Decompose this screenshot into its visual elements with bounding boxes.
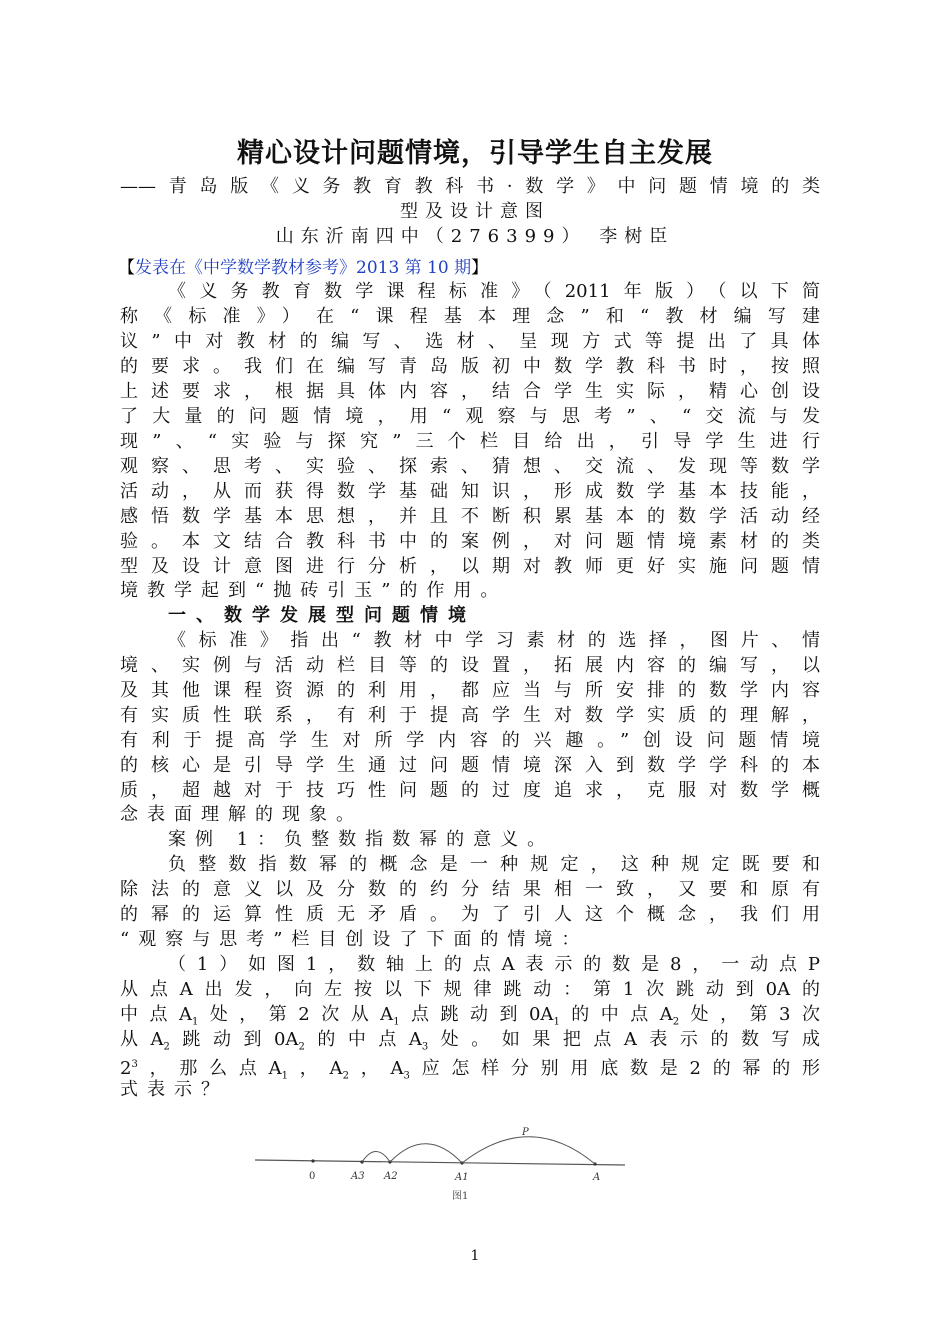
intro-line: 现”、“实验与探究”三个栏目给出，引导学生进行 [120, 431, 820, 452]
problem-line: $2^3$，那么点$A_1$，$A_2$，$A_3$应怎样分别用底数是2的幂的形 [120, 1058, 821, 1082]
problem-line: （1）如图1，数轴上的点A表示的数是8，一动点P [168, 954, 820, 975]
intro-line: 上述要求，根据具体内容，结合学生实际，精心创设 [120, 381, 820, 402]
section-line: 《标准》指出“教材中学习素材的选择，图片、情 [168, 630, 820, 651]
section-line: 境、实例与活动栏目等的设置，拓展内容的编写，以 [120, 655, 820, 676]
section-line: 的核心是引导学生通过问题情境深入到数学学科的本 [120, 755, 820, 776]
case-line: 的幂的运算性质无矛盾。为了引人这个概念，我们用 [120, 904, 820, 925]
intro-line: 《义务教育数学课程标准》（2011年版）（以下简 [168, 281, 820, 302]
jump-arc-2 [390, 1144, 462, 1163]
intro-line: 型及设计意图进行分析，以期对教师更好实施问题情 [120, 556, 820, 577]
origin-point [311, 1159, 314, 1162]
intro-line: 观察、思考、实验、探索、猜想、交流、发现等数学 [120, 456, 820, 477]
label-a3: A3 [351, 1171, 365, 1182]
publication-open-bracket: 【 [118, 258, 135, 278]
problem-line: 中点$A_1$处，第2次从$A_1$点跳动到$0A_1$的中点$A_2$处，第3次 [120, 1004, 820, 1028]
publication-text: 发表在《中学数学教材参考》2013 第 10 期 [135, 258, 472, 278]
page-title: 精心设计问题情境，引导学生自主发展 [237, 138, 713, 169]
section-line: 有利于提高学生对所学内容的兴趣。”创设问题情境 [120, 730, 820, 751]
intro-line: 称《标准》）在“课程基本理念”和“教材编写建 [120, 306, 820, 327]
page-number: 1 [470, 1248, 480, 1264]
author-line: 山东沂南四中（276399） 李树臣 [275, 226, 675, 247]
case-line: 负整数指数幂的概念是一种规定，这种规定既要和 [168, 854, 820, 875]
intro-line: 境教学起到“抛砖引玉”的作用。 [120, 580, 508, 601]
problem-line: 从点A出发，向左按以下规律跳动：第1次跳动到0A的 [120, 979, 820, 1000]
case-line: “观察与思考”栏目创设了下面的情境： [120, 929, 589, 950]
intro-line: 的要求。我们在编写青岛版初中数学教科书时，按照 [120, 356, 820, 377]
intro-line: 了大量的问题情境，用“观察与思考”、“交流与发 [120, 406, 820, 427]
label-a2: A2 [384, 1171, 398, 1182]
intro-line: 活动，从而获得数学基础知识，形成数学基本技能， [120, 481, 820, 502]
publication-note [118, 256, 488, 280]
jump-arc-3 [362, 1152, 390, 1163]
section-line: 及其他课程资源的利用，都应当与所安排的数学内容 [120, 680, 820, 701]
subtitle-line-2: 型及设计意图 [400, 201, 550, 222]
label-origin: 0 [309, 1171, 316, 1182]
intro-line: 感悟数学基本思想，并且不断积累基本的数学活动经 [120, 506, 820, 527]
intro-line: 议”中对教材的编写、选材、呈现方式等提出了具体 [120, 331, 820, 352]
section-line: 有实质性联系，有利于提高学生对数学实质的理解， [120, 705, 820, 726]
label-a1: A1 [455, 1172, 469, 1183]
section-heading: 一、数学发展型问题情境 [168, 605, 476, 626]
publication-close-bracket: 】 [471, 258, 489, 278]
label-a: A [593, 1172, 601, 1183]
number-line-axis [255, 1160, 625, 1165]
jump-arc-1 [462, 1137, 595, 1164]
label-p: P [522, 1127, 529, 1138]
number-line-figure [250, 1115, 630, 1210]
subtitle-line-1: ——青岛版《义务教育教科书·数学》中问题情境的类 [120, 176, 820, 197]
figure-caption: 图1 [452, 1191, 469, 1202]
section-line: 念表面理解的现象。 [120, 804, 363, 825]
case-title: 案例 1：负整数指数幂的意义。 [168, 829, 555, 850]
intro-line: 验。本文结合教科书中的案例，对问题情境素材的类 [120, 531, 820, 552]
case-line: 除法的意义以及分数的约分结果相一致，又要和原有 [120, 879, 820, 900]
problem-line: 式表示？ [120, 1079, 228, 1100]
section-line: 质，超越对于技巧性问题的过度追求，克服对数学概 [120, 780, 820, 801]
problem-line: 从$A_2$跳动到$0A_2$的中点$A_3$处。如果把点A表示的数写成 [120, 1029, 821, 1053]
